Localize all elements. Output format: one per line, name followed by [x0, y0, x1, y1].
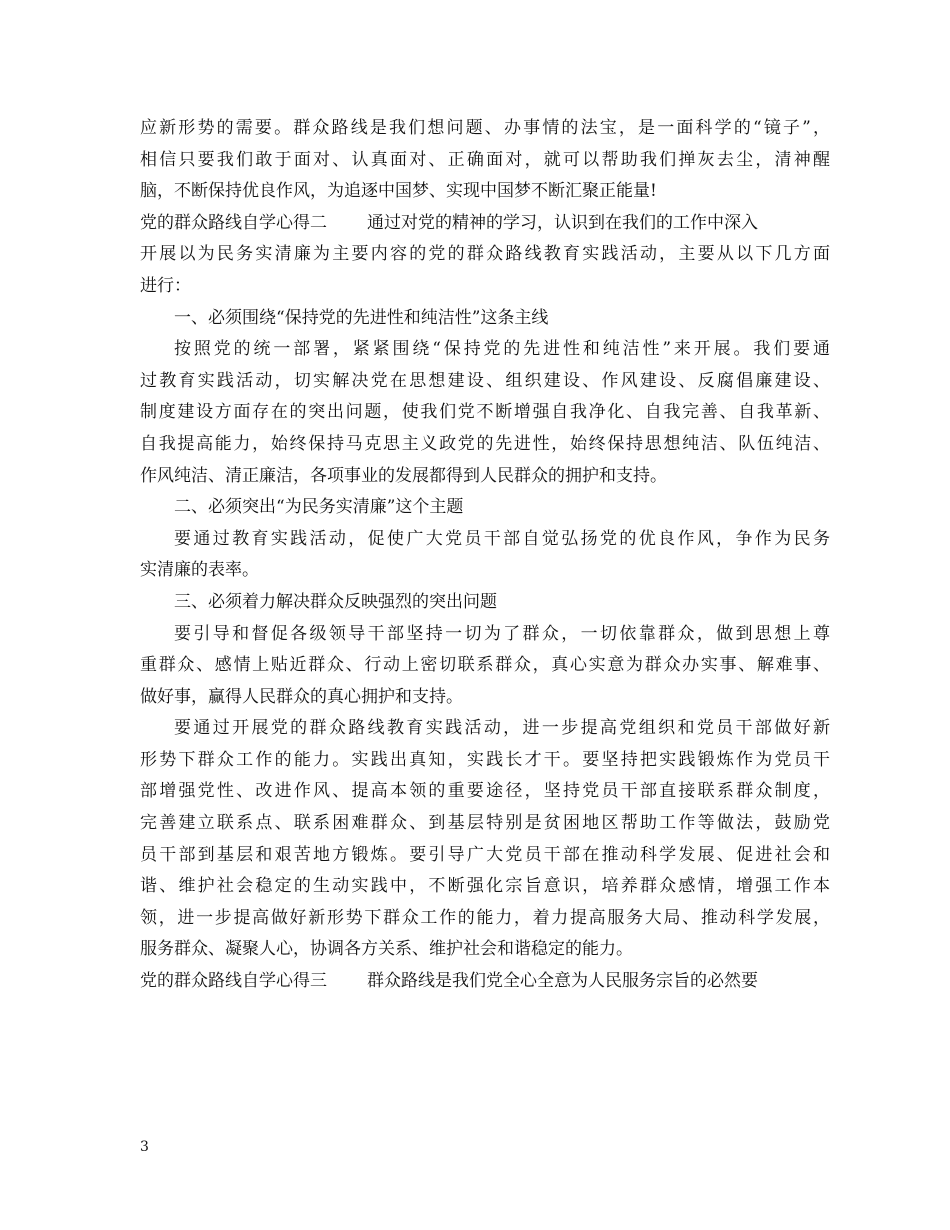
- text-line: 服务群众、凝聚人心，协调各方关系、维护社会和谐稳定的能力。: [140, 939, 633, 960]
- text-line: 相信只要我们敢于面对、认真面对、正确面对，就可以帮助我们掸灰去尘，清神醒: [140, 149, 830, 170]
- section-heading: 党的群众路线自学心得二: [140, 212, 327, 233]
- text-line: 实清廉的表率。: [140, 560, 259, 581]
- text-line: 应新形势的需要。群众路线是我们想问题、办事情的法宝，是一面科学的“镜子”，: [140, 118, 830, 138]
- text-line: 谐、维护社会稳定的生动实践中，不断强化宗旨意识，培养群众感情，增强工作本: [140, 876, 830, 897]
- text-line: 一、必须围绕“保持党的先进性和纯洁性”这条主线: [174, 307, 549, 328]
- text-line: 按照党的统一部署，紧紧围绕“保持党的先进性和纯洁性”来开展。我们要通: [174, 339, 830, 360]
- section-heading-line: [140, 208, 830, 240]
- text-line: 做好事，赢得人民群众的真心拥护和支持。: [140, 686, 463, 707]
- text-line: 制度建设方面存在的突出问题，使我们党不断增强自我净化、自我完善、自我革新、: [140, 402, 830, 423]
- text-line: 脑，不断保持优良作风，为追逐中国梦、实现中国梦不断汇聚正能量!: [140, 181, 657, 202]
- text-line: 开展以为民务实清廉为主要内容的党的群众路线教育实践活动，主要从以下几方面: [140, 244, 830, 265]
- section-heading-line: [140, 966, 830, 998]
- text-line: 领，进一步提高做好新形势下群众工作的能力，着力提高服务大局、推动科学发展，: [140, 907, 830, 928]
- paragraph-text: 通过对党的精神的学习，认识到在我们的工作中深入: [367, 212, 758, 233]
- text-line: 形势下群众工作的能力。实践出真知，实践长才干。要坚持把实践锻炼作为党员干: [140, 749, 830, 770]
- text-line: 要引导和督促各级领导干部坚持一切为了群众，一切依靠群众，做到思想上尊: [174, 623, 830, 644]
- section-heading: 党的群众路线自学心得三: [140, 971, 327, 992]
- text-line: 自我提高能力，始终保持马克思主义政党的先进性，始终保持思想纯洁、队伍纯洁、: [140, 433, 830, 454]
- document-body: [140, 113, 830, 998]
- text-line: 部增强党性、改进作风、提高本领的重要途径，坚持党员干部直接联系群众制度，: [140, 781, 830, 802]
- page-number: 3: [140, 1139, 149, 1155]
- text-line: 重群众、感情上贴近群众、行动上密切联系群众，真心实意为群众办实事、解难事、: [140, 655, 830, 676]
- text-line: 完善建立联系点、联系困难群众、到基层特别是贫困地区帮助工作等做法，鼓励党: [140, 813, 830, 834]
- text-line: 要通过开展党的群众路线教育实践活动，进一步提高党组织和党员干部做好新: [174, 718, 830, 739]
- paragraph-text: 群众路线是我们党全心全意为人民服务宗旨的必然要: [367, 971, 758, 992]
- text-line: 作风纯洁、清正廉洁，各项事业的发展都得到人民群众的拥护和支持。: [140, 465, 667, 486]
- text-line: 要通过教育实践活动，促使广大党员干部自觉弘扬党的优良作风，争作为民务: [174, 528, 830, 549]
- text-line: 三、必须着力解决群众反映强烈的突出问题: [174, 591, 497, 612]
- text-line: 二、必须突出“为民务实清廉”这个主题: [174, 497, 464, 518]
- text-line: 过教育实践活动，切实解决党在思想建设、组织建设、作风建设、反腐倡廉建设、: [140, 370, 830, 391]
- text-line: 员干部到基层和艰苦地方锻炼。要引导广大党员干部在推动科学发展、促进社会和: [140, 844, 830, 865]
- text-line: 进行：: [140, 275, 191, 296]
